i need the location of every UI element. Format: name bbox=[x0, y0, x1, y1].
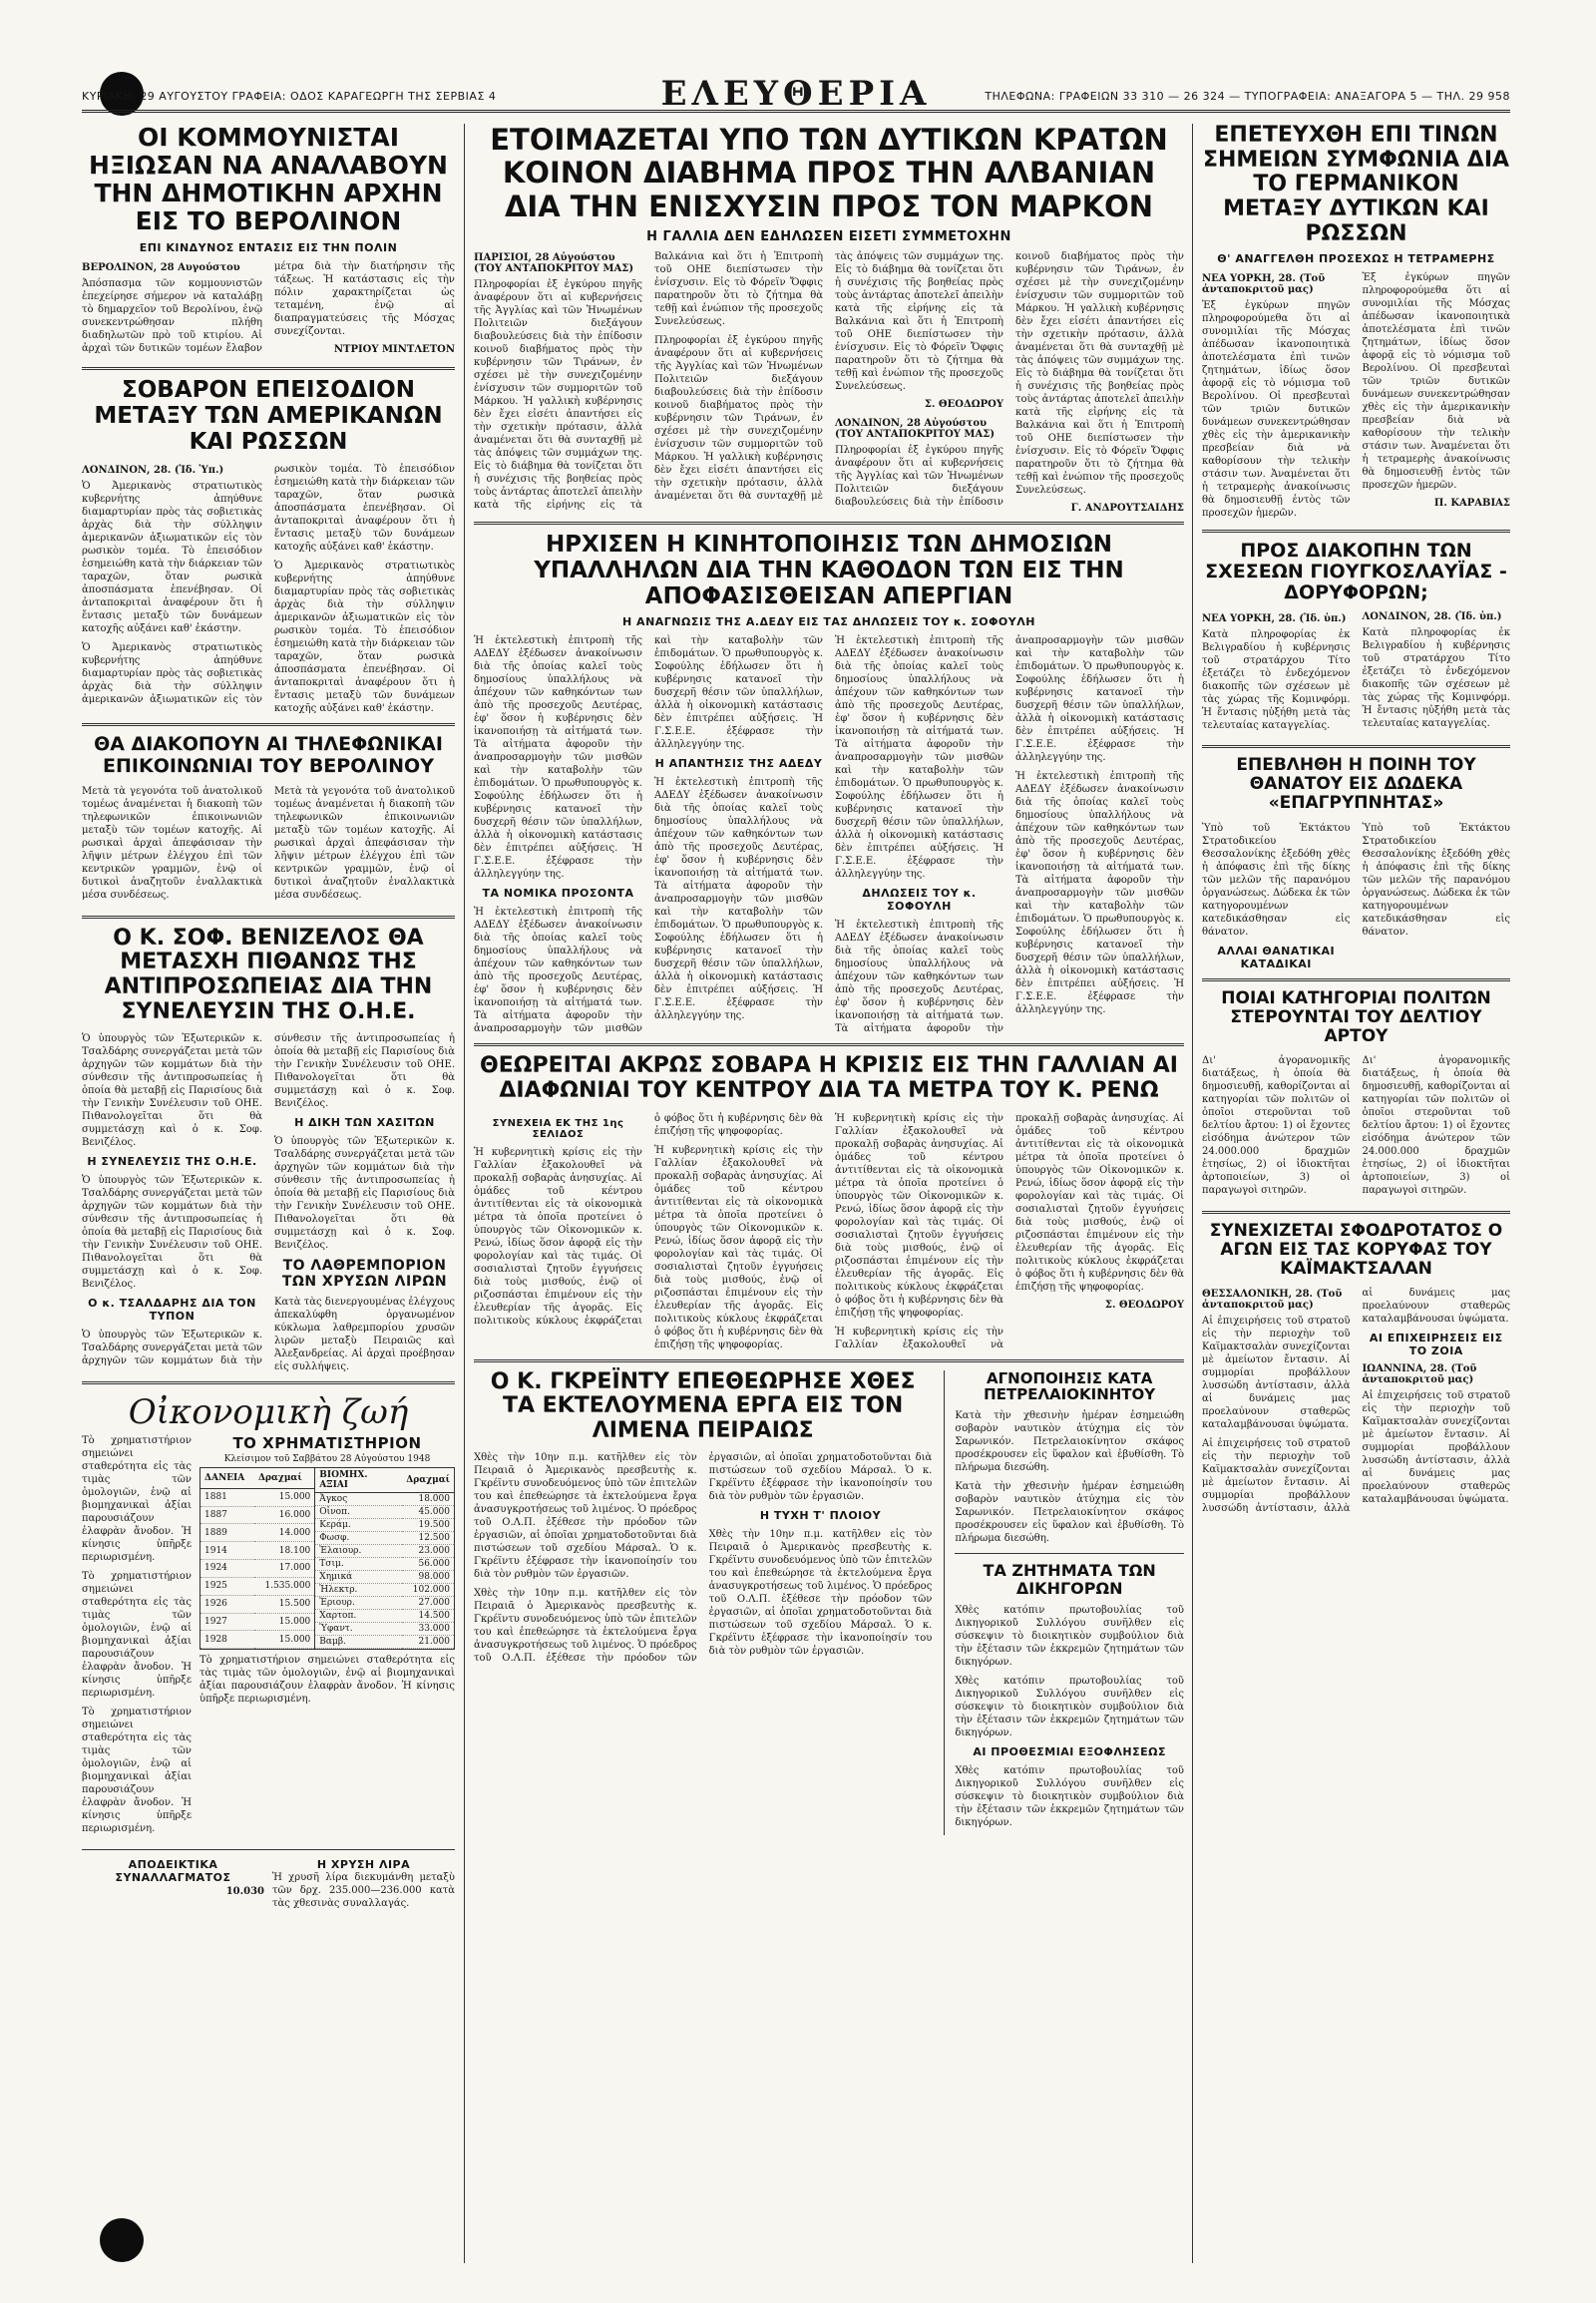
article-body: Ἡ κυβερνητικὴ κρίσις εἰς τὴν Γαλλίαν ἐξακολουθεῖ νὰ προκαλῇ σοβαρὰς ἀνησυχίας. Αἱ ὁμάδες τοῦ κέντρου ἀντιτίθενται εἰς τὰ οἰκονομικὰ μέτρα τὰ ὁποῖα προτείνει ὁ ὑπουργὸς τῶν Οἰκονομικῶν κ. Ρενώ, ἰδίως ὅσον ἀφορᾷ εἰς τὴν φορολογίαν καὶ τὰς τιμάς. Οἱ σοσιαλισταὶ ζητοῦν ἐγγυήσεις διὰ τοὺς μισθούς, ἐνῷ οἱ ριζοσπάσται ἐπιμένουν εἰς τὴν ἐλευθερίαν τῆς ἀγορᾶς. Εἰς πολιτικοὺς κύκλους ἐκφράζεται ὁ φόβος ὅτι ἡ κυβέρνησις δὲν θὰ ἐπιζήσῃ τῆς ψηφοφορίας. bbox=[835, 1112, 1184, 1350]
article-body: Ὁ ὑπουργὸς τῶν Ἐξωτερικῶν κ. Τσαλδάρης συνεργάζεται μετὰ τῶν ἀρχηγῶν τῶν κομμάτων διὰ τὴν σύνθεσιν τῆς ἀντιπροσωπείας ἡ ὁποία θὰ μεταβῇ εἰς Παρισίους διὰ τὴν Γενικὴν Συνέλευσιν τοῦ ΟΗΕ. Πιθανολογεῖται ὅτι θὰ συμμετάσχῃ καὶ ὁ κ. Σοφ. Βενιζέλος. bbox=[82, 1033, 262, 1149]
loan-row bbox=[200, 1488, 314, 1506]
headline-kaimaktsalan: ΣΥΝΕΧΙΖΕΤΑΙ ΣΦΟΔΡΟΤΑΤΟΣ Ο ΑΓΩΝ ΕΙΣ ΤΑΣ ΚΟΡΥΦΑΣ ΤΟΥ ΚΑΪΜΑΚΤΣΑΛΑΝ bbox=[1209, 1220, 1503, 1279]
article-body: Δι' ἀγορανομικῆς διατάξεως, ἡ ὁποία θὰ δημοσιευθῇ, καθορίζονται αἱ κατηγορίαι τῶν πολιτῶν οἱ ὁποῖοι στεροῦνται τοῦ δελτίου ἄρτου: 1) οἱ ἔχοντες εἰσόδημα ἀνώτερον τῶν 24.000.000 δραχμῶν ἐτησίως, 2) οἱ ἰδιοκτῆται ἀρτοποιείων, 3) οἱ παραγωγοὶ σιτηρῶν. bbox=[1362, 1054, 1510, 1196]
loan-cell: 1927 bbox=[200, 1613, 254, 1631]
masthead-left-info: ΚΥΡΙΑΚΗ, 29 ΑΥΓΟΥΣΤΟΥ ΓΡΑΦΕΙΑ: ΟΔΟΣ ΚΑΡΑΓΕΩΡΓΗ ΤΗΣ ΣΕΡΒΙΑΣ 4 bbox=[82, 90, 497, 103]
price-header: Δραχμαί bbox=[402, 1468, 454, 1493]
headline-france: ΘΕΩΡΕΙΤΑΙ ΑΚΡΩΣ ΣΟΒΑΡΑ Η ΚΡΙΣΙΣ ΕΙΣ ΤΗΝ ΓΑΛΛΙΑΝ ΑΙ ΔΙΑΦΩΝΙΑΙ ΤΟΥ ΚΕΝΤΡΟΥ ΔΙΑ ΤΑ ΜΕΤΡΑ ΤΟΥ Κ. ΡΕΝΩ bbox=[480, 1053, 1178, 1103]
article-body: Ἡ ἐκτελεστικὴ ἐπιτροπὴ τῆς ΑΔΕΔΥ ἐξέδωσεν ἀνακοίνωσιν διὰ τῆς ὁποίας καλεῖ τοὺς δημοσίους ὑπαλλήλους νὰ ἀπέχουν τῶν καθηκόντων των ἀπὸ τῆς προσεχοῦς Δευτέρας, ἐφ' ὅσον ἡ κυβέρνησις δὲν ἱκανοποιήσῃ τὰ αἰτήματά των. Τὰ αἰτήματα ἀφοροῦν τὴν ἀναπροσαρμογὴν τῶν μισθῶν καὶ τὴν καταβολὴν τῶν ἐπιδομάτων. Ὁ πρωθυπουργὸς κ. Σοφούλης ἐδήλωσεν ὅτι ἡ κυβέρνησις κατανοεῖ τὴν δυσχερῆ θέσιν τῶν ὑπαλλήλων, ἀλλὰ ἡ οἰκονομικὴ κατάστασις δὲν ἐπιτρέπει αὐξήσεις. Ἡ Γ.Σ.Ε.Ε. ἐξέφρασε τὴν ἀλληλεγγύην της. bbox=[654, 777, 823, 1022]
byline: Π. ΚΑΡΑΒΙΑΣ bbox=[1433, 498, 1510, 510]
article-body: Αἱ ἐπιχειρήσεις τοῦ στρατοῦ εἰς τὴν περιοχὴν τοῦ Καϊμακτσαλὰν συνεχίζονται μὲ ἀμείωτον ἔντασιν. Αἱ συμμορίαι προβάλλουν λυσσώδη ἀντίστασιν, ἀλλὰ αἱ δυνάμεις μας προελαύνουν σταθερῶς καταλαμβάνουσαι ὑψώματα. bbox=[1362, 1389, 1510, 1505]
loan-cell: 16.000 bbox=[254, 1506, 314, 1524]
subhead-strike: Η ΑΝΑΓΝΩΣΙΣ ΤΗΣ Α.ΔΕΔΥ ΕΙΣ ΤΑΣ ΔΗΛΩΣΕΙΣ ΤΟΥ κ. ΣΟΦΟΥΛΗ bbox=[622, 615, 1035, 629]
article-body: Χθὲς τὴν 10ην π.μ. κατῆλθεν εἰς τὸν Πειραιᾶ ὁ Ἀμερικανὸς πρεσβευτὴς κ. Γκρέϊντυ συνοδευόμενος ὑπὸ τῶν ἐπιτελῶν του καὶ ἐπεθεώρησε τὰ ἐκτελούμενα ἔργα ἀνασυγκροτήσεως τοῦ λιμένος. Ὁ πρόεδρος τοῦ Ο.Λ.Π. ἐξέθεσε τὴν πρόοδον τῶν ἐργασιῶν, αἱ ὁποῖαι χρηματοδοτοῦνται διὰ πιστώσεων τοῦ σχεδίου Μάρσαλ. Ὁ κ. Γκρέϊντυ ἐξέφρασε τὴν ἱκανοποίησίν του διὰ τὸν ρυθμὸν τῶν ἐργασιῶν. bbox=[474, 1452, 697, 1581]
share-cell: 45.000 bbox=[402, 1506, 454, 1519]
share-cell: Ἐλαιουρ. bbox=[315, 1545, 403, 1558]
article-body: Ἐξ ἐγκύρων πηγῶν πληροφορούμεθα ὅτι αἱ συνομιλίαι τῆς Μόσχας ἀπέδωσαν ἱκανοποιητικὰ ἀποτελέσματα ἐπὶ τινῶν ζητημάτων, ἰδίως ὅσον ἀφορᾷ εἰς τὸ νόμισμα τοῦ Βερολίνου. Οἱ πρεσβευταὶ τῶν τριῶν δυτικῶν δυνάμεων συνεκεντρώθησαν χθὲς εἰς τὴν ἀμερικανικὴν πρεσβείαν διὰ νὰ καθορίσουν τὴν τελικὴν στάσιν των. Ἀναμένεται ὅτι ἡ τετραμερὴς ἀνακοίνωσις θὰ δημοσιευθῇ ἐντὸς τῶν προσεχῶν ἡμερῶν. bbox=[1202, 300, 1351, 520]
right-column bbox=[1202, 124, 1510, 2263]
article-body: Ἡ ἐκτελεστικὴ ἐπιτροπὴ τῆς ΑΔΕΔΥ ἐξέδωσεν ἀνακοίνωσιν διὰ τῆς ὁποίας καλεῖ τοὺς δημοσίους ὑπαλλήλους νὰ ἀπέχουν τῶν καθηκόντων των ἀπὸ τῆς προσεχοῦς Δευτέρας, ἐφ' ὅσον ἡ κυβέρνησις δὲν ἱκανοποιήσῃ τὰ αἰτήματά των. Τὰ αἰτήματα ἀφοροῦν τὴν ἀναπροσαρμογὴν τῶν μισθῶν καὶ τὴν καταβολὴν τῶν ἐπιδομάτων. Ὁ πρωθυπουργὸς κ. Σοφούλης ἐδήλωσεν ὅτι ἡ κυβέρνησις κατανοεῖ τὴν δυσχερῆ θέσιν τῶν ὑπαλλήλων, ἀλλὰ ἡ οἰκονομικὴ κατάστασις δὲν ἐπιτρέπει αὐξήσεις. Ἡ Γ.Σ.Ε.Ε. ἐξέφρασε τὴν ἀλληλεγγύην της. bbox=[1015, 771, 1184, 1016]
article-body: Χθὲς τὴν 10ην π.μ. κατῆλθεν εἰς τὸν Πειραιᾶ ὁ Ἀμερικανὸς πρεσβευτὴς κ. Γκρέϊντυ συνοδευόμενος ὑπὸ τῶν ἐπιτελῶν του καὶ ἐπεθεώρησε τὰ ἐκτελούμενα ἔργα ἀνασυγκροτήσεως τοῦ λιμένος. Ὁ πρόεδρος τοῦ Ο.Λ.Π. ἐξέθεσε τὴν πρόοδον τῶν ἐργασιῶν, αἱ ὁποῖαι χρηματοδοτοῦνται διὰ πιστώσεων τοῦ σχεδίου Μάρσαλ. Ὁ κ. Γκρέϊντυ ἐξέφρασε τὴν ἱκανοποίησίν του διὰ τὸν ρυθμὸν τῶν ἐργασιῶν. bbox=[708, 1529, 933, 1658]
share-cell: Ἐριουρ. bbox=[315, 1597, 403, 1610]
article-body: Ἡ ἐκτελεστικὴ ἐπιτροπὴ τῆς ΑΔΕΔΥ ἐξέδωσεν ἀνακοίνωσιν διὰ τῆς ὁποίας καλεῖ τοὺς δημοσίους ὑπαλλήλους νὰ ἀπέχουν τῶν καθηκόντων των ἀπὸ τῆς προσεχοῦς Δευτέρας, ἐφ' ὅσον ἡ κυβέρνησις δὲν ἱκανοποιήσῃ τὰ αἰτήματά των. Τὰ αἰτήματα ἀφοροῦν τὴν ἀναπροσαρμογὴν τῶν μισθῶν καὶ τὴν καταβολὴν τῶν ἐπιδομάτων. Ὁ πρωθυπουργὸς κ. Σοφούλης ἐδήλωσεν ὅτι ἡ κυβέρνησις κατανοεῖ τὴν δυσχερῆ θέσιν τῶν ὑπαλλήλων, ἀλλὰ ἡ οἰκονομικὴ κατάστασις δὲν ἐπιτρέπει αὐξήσεις. Ἡ Γ.Σ.Ε.Ε. ἐξέφρασε τὴν ἀλληλεγγύην της. bbox=[474, 635, 823, 1035]
headline-lawyers: ΤΑ ΖΗΤΗΜΑΤΑ ΤΩΝ ΔΙΚΗΓΟΡΩΝ bbox=[983, 1561, 1156, 1599]
headline-petrol: ΑΓΝΟΠΟΙΗΣΙΣ ΚΑΤΑ ΠΕΤΡΕΛΑΙΟΚΙΝΗΤΟΥ bbox=[984, 1368, 1156, 1404]
share-row bbox=[315, 1636, 454, 1649]
subhead-albania: Η ΓΑΛΛΙΑ ΔΕΝ ΕΔΗΛΩΣΕΝ ΕΙΣΕΤΙ ΣΥΜΜΕΤΟΧΗΝ bbox=[646, 229, 1011, 245]
loan-row bbox=[200, 1506, 314, 1524]
article-body: Κατὰ πληροφορίας ἐκ Βελιγραδίου ἡ κυβέρνησις τοῦ στρατάρχου Τίτο ἐξετάζει τὸ ἐνδεχόμενον διακοπῆς τῶν σχέσεων μὲ τὰς χώρας τῆς Κομινφόρμ. Ἡ ἔντασις ηὐξήθη μετὰ τὰς τελευταίας καταγγελίας. bbox=[1202, 629, 1351, 732]
column-rule bbox=[1192, 124, 1193, 2263]
article-body: Δι' ἀγορανομικῆς διατάξεως, ἡ ὁποία θὰ δημοσιευθῇ, καθορίζονται αἱ κατηγορίαι τῶν πολιτῶν οἱ ὁποῖοι στεροῦνται τοῦ δελτίου ἄρτου: 1) οἱ ἔχοντες εἰσόδημα ἀνώτερον τῶν 24.000.000 δραχμῶν ἐτησίως, 2) οἱ ἰδιοκτῆται ἀρτοποιείων, 3) οἱ παραγωγοὶ σιτηρῶν. bbox=[1202, 1054, 1351, 1196]
loan-row bbox=[200, 1613, 314, 1631]
byline: ΝΤΡΙΟΥ ΜΙΝΤΛΕΤΟΝ bbox=[333, 344, 455, 355]
share-cell: 98.000 bbox=[402, 1571, 454, 1584]
headline-yugoslavia: ΠΡΟΣ ΔΙΑΚΟΠΗΝ ΤΩΝ ΣΧΕΣΕΩΝ ΓΙΟΥΓΚΟΣΛΑΥΪΑΣ - ΔΟΡΥΦΟΡΩΝ; bbox=[1205, 539, 1507, 604]
article-body: Χθὲς κατόπιν πρωτοβουλίας τοῦ Δικηγορικοῦ Συλλόγου συνῆλθεν εἰς σύσκεψιν τὸ διοικητικὸν συμβούλιον διὰ τὴν ἐξέτασιν τῶν ἐκκρεμῶν ζητημάτων τῶν δικηγόρων. bbox=[955, 1604, 1184, 1668]
dateline: ΛΟΝΔΙΝΟΝ, 28. (Ἰδ. ὑπ.) bbox=[1362, 611, 1502, 623]
article-body: Ὁ Ἀμερικανὸς στρατιωτικὸς κυβερνήτης ἀπηύθυνε διαμαρτυρίαν πρὸς τὰς σοβιετικὰς ἀρχὰς διὰ τὴν σύλληψιν ἀμερικανῶν ἀξιωματικῶν εἰς τὸν ρωσικὸν τομέα. Τὸ ἐπεισόδιον ἐσημειώθη κατὰ τὴν διάρκειαν τῶν ταραχῶν, ὅταν ρωσικὰ ἀποσπάσματα ἐπενέβησαν. Οἱ ἀνταποκριταὶ ἀναφέρουν ὅτι ἡ ἔντασις μεταξὺ τῶν δυνάμεων κατοχῆς αὐξάνει καθ' ἑκάστην. bbox=[82, 464, 455, 706]
article-body: Κατὰ τὴν χθεσινὴν ἡμέραν ἐσημειώθη σοβαρὸν ναυτικὸν ἀτύχημα εἰς τὸν Σαρωνικόν. Πετρελαιοκίνητον σκάφος προσέκρουσεν εἰς ὕφαλον καὶ ἐβυθίσθη. Τὸ πλήρωμα διεσώθη. bbox=[955, 1481, 1184, 1545]
headline-albania: ΕΤΟΙΜΑΖΕΤΑΙ ΥΠΟ ΤΩΝ ΔΥΤΙΚΩΝ ΚΡΑΤΩΝ ΚΟΙΝΟΝ ΔΙΑΒΗΜΑ ΠΡΟΣ ΤΗΝ ΑΛΒΑΝΙΑΝ ΔΙΑ ΤΗΝ ΕΝΙΣΧΥΣΙΝ ΠΡΟΣ ΤΟΝ ΜΑΡΚΟΝ bbox=[490, 123, 1168, 223]
dateline: ΙΩΑΝΝΙΝΑ, 28. (Τοῦ ἀνταποκριτοῦ μας) bbox=[1362, 1362, 1477, 1385]
byline: Σ. ΘΕΟΔΩΡΟΥ bbox=[1104, 1299, 1184, 1311]
article-body: Κατὰ πληροφορίας ἐκ Βελιγραδίου ἡ κυβέρνησις τοῦ στρατάρχου Τίτο ἐξετάζει τὸ ἐνδεχόμενον διακοπῆς τῶν σχέσεων μὲ τὰς χώρας τῆς Κομινφόρμ. Ἡ ἔντασις ηὐξήθη μετὰ τὰς τελευταίας καταγγελίας. bbox=[1362, 627, 1510, 730]
share-cell: Χημικά bbox=[315, 1571, 403, 1584]
loan-cell: 1928 bbox=[200, 1631, 254, 1649]
article-body: Ὁ ὑπουργὸς τῶν Ἐξωτερικῶν κ. Τσαλδάρης συνεργάζεται μετὰ τῶν ἀρχηγῶν τῶν κομμάτων διὰ τὴν σύνθεσιν τῆς ἀντιπροσωπείας ἡ ὁποία θὰ μεταβῇ εἰς Παρισίους διὰ τὴν Γενικὴν Συνέλευσιν τοῦ ΟΗΕ. Πιθανολογεῖται ὅτι θὰ συμμετάσχῃ καὶ ὁ κ. Σοφ. Βενιζέλος. bbox=[274, 1136, 455, 1252]
article-body: Ἡ ἐκτελεστικὴ ἐπιτροπὴ τῆς ΑΔΕΔΥ ἐξέδωσεν ἀνακοίνωσιν διὰ τῆς ὁποίας καλεῖ τοὺς δημοσίους ὑπαλλήλους νὰ ἀπέχουν τῶν καθηκόντων των ἀπὸ τῆς προσεχοῦς Δευτέρας, ἐφ' ὅσον ἡ κυβέρνησις δὲν ἱκανοποιήσῃ τὰ αἰτήματά των. Τὰ αἰτήματα ἀφοροῦν τὴν ἀναπροσαρμογὴν τῶν μισθῶν καὶ τὴν καταβολὴν τῶν ἐπιδομάτων. Ὁ πρωθυπουργὸς κ. Σοφούλης ἐδήλωσεν ὅτι ἡ κυβέρνησις κατανοεῖ τὴν δυσχερῆ θέσιν τῶν ὑπαλλήλων, ἀλλὰ ἡ οἰκονομικὴ κατάστασις δὲν ἐπιτρέπει αὐξήσεις. Ἡ Γ.Σ.Ε.Ε. ἐξέφρασε τὴν ἀλληλεγγύην της. bbox=[474, 635, 642, 881]
left-column bbox=[82, 124, 455, 2263]
loan-cell: 15.000 bbox=[254, 1631, 314, 1649]
subhead: Η ΔΙΚΗ ΤΩΝ ΧΑΣΙΤΩΝ bbox=[294, 1116, 435, 1130]
dateline: ΝΕΑ ΥΟΡΚΗ, 28. (Ἰδ. ὑπ.) bbox=[1202, 613, 1347, 625]
loan-row bbox=[200, 1524, 314, 1542]
share-cell: Χαρτοπ. bbox=[315, 1610, 403, 1623]
byline: Σ. ΘΕΟΔΩΡΟΥ bbox=[924, 399, 1003, 411]
economy-body: Τὸ χρηματιστήριον σημειώνει σταθερότητα εἰς τὰς τιμὰς τῶν ὁμολογιῶν, ἐνῷ αἱ βιομηχανικαὶ ἀξίαι παρουσιάζουν ἐλαφρὰν ἄνοδον. Ἡ κίνησις ὑπῆρξε περιωρισμένη. bbox=[200, 1655, 455, 1706]
loan-cell: 1914 bbox=[200, 1542, 254, 1560]
share-row bbox=[315, 1493, 454, 1506]
headline-germany: ΕΠΕΤΕΥΧΘΗ ΕΠΙ ΤΙΝΩΝ ΣΗΜΕΙΩΝ ΣΥΜΦΩΝΙΑ ΔΙΑ ΤΟ ΓΕΡΜΑΝΙΚΟΝ ΜΕΤΑΞΥ ΔΥΤΙΚΩΝ ΚΑΙ ΡΩΣΣΩΝ bbox=[1202, 123, 1510, 246]
headline-gold: ΤΟ ΛΑΘΡΕΜΠΟΡΙΟΝ ΤΩΝ ΧΡΥΣΩΝ ΛΙΡΩΝ bbox=[281, 1258, 448, 1291]
loan-row bbox=[200, 1595, 314, 1613]
share-cell: Κεράμ. bbox=[315, 1519, 403, 1532]
headline-incident: ΣΟΒΑΡΟΝ ΕΠΕΙΣΟΔΙΟΝ ΜΕΤΑΞΥ ΤΩΝ ΑΜΕΡΙΚΑΝΩΝ ΚΑΙ ΡΩΣΣΩΝ bbox=[94, 377, 443, 455]
subhead: Η ΤΥΧΗ Τ' ΠΛΟΙΟΥ bbox=[759, 1509, 882, 1523]
headline-strike: ΗΡΧΙΣΕΝ Η ΚΙΝΗΤΟΠΟΙΗΣΙΣ ΤΩΝ ΔΗΜΟΣΙΩΝ ΥΠΑΛΛΗΛΩΝ ΔΙΑ ΤΗΝ ΚΑΘΟΔΟΝ ΤΩΝ ΕΙΣ ΤΗΝ ΑΠΟΦΑΣΙΣΘΕΙΣΑΝ ΑΠΕΡΓΙΑΝ bbox=[534, 532, 1124, 609]
loan-cell: 1925 bbox=[200, 1577, 254, 1595]
loan-cell: 1924 bbox=[200, 1560, 254, 1578]
share-cell: 21.000 bbox=[402, 1636, 454, 1649]
dateline: ΠΑΡΙΣΙΟΙ, 28 Αὐγούστου (ΤΟΥ ΑΝΤΑΠΟΚΡΙΤΟΥ ΜΑΣ) bbox=[474, 252, 634, 275]
newspaper-title: ΕΛΕΥΘΕΡΙΑ bbox=[660, 74, 932, 114]
article-body: Ἡ κυβερνητικὴ κρίσις εἰς τὴν Γαλλίαν ἐξακολουθεῖ νὰ προκαλῇ σοβαρὰς ἀνησυχίας. Αἱ ὁμάδες τοῦ κέντρου ἀντιτίθενται εἰς τὰ οἰκονομικὰ μέτρα τὰ ὁποῖα προτείνει ὁ ὑπουργὸς τῶν Οἰκονομικῶν κ. Ρενώ, ἰδίως ὅσον ἀφορᾷ εἰς τὴν φορολογίαν καὶ τὰς τιμάς. Οἱ σοσιαλισταὶ ζητοῦν ἐγγυήσεις διὰ τοὺς μισθούς, ἐνῷ οἱ ριζοσπάσται ἐπιμένουν εἰς τὴν ἐλευθερίαν τῆς ἀγορᾶς. Εἰς πολιτικοὺς κύκλους ἐκφράζεται ὁ φόβος ὅτι ἡ κυβέρνησις δὲν θὰ ἐπιζήσῃ τῆς ψηφοφορίας. bbox=[835, 1112, 1003, 1319]
subhead: Η ΑΠΑΝΤΗΣΙΣ ΤΗΣ ΑΔΕΔΥ bbox=[654, 757, 823, 771]
article-body: Ἐξ ἐγκύρων πηγῶν πληροφορούμεθα ὅτι αἱ συνομιλίαι τῆς Μόσχας ἀπέδωσαν ἱκανοποιητικὰ ἀποτελέσματα ἐπὶ τινῶν ζητημάτων, ἰδίως ὅσον ἀφορᾷ εἰς τὸ νόμισμα τοῦ Βερολίνου. Οἱ πρεσβευταὶ τῶν τριῶν δυτικῶν δυνάμεων συνεκεντρώθησαν χθὲς εἰς τὴν ἀμερικανικὴν πρεσβείαν διὰ νὰ καθορίσουν τὴν τελικὴν στάσιν των. Ἀναμένεται ὅτι ἡ τετραμερὴς ἀνακοίνωσις θὰ δημοσιευθῇ ἐντὸς τῶν προσεχῶν ἡμερῶν. bbox=[1362, 272, 1510, 492]
share-row bbox=[315, 1532, 454, 1545]
share-cell: Ὑφαντ. bbox=[315, 1623, 403, 1636]
article-body: Χθὲς κατόπιν πρωτοβουλίας τοῦ Δικηγορικοῦ Συλλόγου συνῆλθεν εἰς σύσκεψιν τὸ διοικητικὸν συμβούλιον διὰ τὴν ἐξέτασιν τῶν ἐκκρεμῶν ζητημάτων τῶν δικηγόρων. bbox=[955, 1764, 1184, 1828]
share-cell: Φωσφ. bbox=[315, 1532, 403, 1545]
share-row bbox=[315, 1597, 454, 1610]
continued-note: ΣΥΝΕΧΕΙΑ ΕΚ ΤΗΣ 1ης ΣΕΛΙΔΟΣ bbox=[492, 1117, 624, 1140]
loan-cell: 1926 bbox=[200, 1595, 254, 1613]
share-cell: Ἀγκος bbox=[315, 1493, 403, 1506]
loan-cell: 15.000 bbox=[254, 1613, 314, 1631]
share-row bbox=[315, 1519, 454, 1532]
dateline: ΒΕΡΟΛΙΝΟΝ, 28 Αυγούστου bbox=[82, 262, 240, 273]
article-body: Κατὰ τὴν χθεσινὴν ἡμέραν ἐσημειώθη σοβαρὸν ναυτικὸν ἀτύχημα εἰς τὸν Σαρωνικόν. Πετρελαιοκίνητον σκάφος προσέκρουσεν εἰς ὕφαλον καὶ ἐβυθίσθη. Τὸ πλήρωμα διεσώθη. bbox=[955, 1410, 1184, 1474]
byline: Γ. ΑΝΔΡΟΥΤΣΑΙΔΗΣ bbox=[1070, 503, 1184, 515]
subhead: Ο κ. ΤΣΑΛΔΑΡΗΣ ΔΙΑ ΤΟΝ ΤΥΠΟΝ bbox=[88, 1297, 256, 1324]
loan-cell: 1889 bbox=[200, 1524, 254, 1542]
price-header: Δραχμαί bbox=[254, 1468, 314, 1488]
economy-body: Τὸ χρηματιστήριον σημειώνει σταθερότητα εἰς τὰς τιμὰς τῶν ὁμολογιῶν, ἐνῷ αἱ βιομηχανικαὶ ἀξίαι παρουσιάζουν ἐλαφρὰν ἄνοδον. Ἡ κίνησις ὑπῆρξε περιωρισμένη. bbox=[82, 1435, 192, 1564]
share-cell: 102.000 bbox=[402, 1584, 454, 1597]
loan-row bbox=[200, 1631, 314, 1649]
loan-cell: 18.100 bbox=[254, 1542, 314, 1560]
economy-section-title: Οἰκονομικὴ ζωή bbox=[128, 1392, 409, 1433]
loan-cell: 15.500 bbox=[254, 1595, 314, 1613]
article-body: Ὑπὸ τοῦ Ἐκτάκτου Στρατοδικείου Θεσσαλονίκης ἐξεδόθη χθὲς ἡ ἀπόφασις ἐπὶ τῆς δίκης τῶν μελῶν τῆς παρανόμου ὀργανώσεως. Δώδεκα ἐκ τῶν κατηγορουμένων κατεδικάσθησαν εἰς θάνατον. bbox=[1202, 822, 1351, 938]
article-body: Ὑπὸ τοῦ Ἐκτάκτου Στρατοδικείου Θεσσαλονίκης ἐξεδόθη χθὲς ἡ ἀπόφασις ἐπὶ τῆς δίκης τῶν μελῶν τῆς παρανόμου ὀργανώσεως. Δώδεκα ἐκ τῶν κατηγορουμένων κατεδικάσθησαν εἰς θάνατον. bbox=[1362, 822, 1510, 938]
article-body: Χθὲς κατόπιν πρωτοβουλίας τοῦ Δικηγορικοῦ Συλλόγου συνῆλθεν εἰς σύσκεψιν τὸ διοικητικὸν συμβούλιον διὰ τὴν ἐξέτασιν τῶν ἐκκρεμῶν ζητημάτων τῶν δικηγόρων. bbox=[955, 1675, 1184, 1738]
masthead-right-info: ΤΗΛΕΦΩΝΑ: ΓΡΑΦΕΙΩΝ 33 310 — 26 324 — ΤΥΠΟΓΡΑΦΕΙΑ: ΑΝΑΞΑΓΟΡΑ 5 — ΤΗΛ. 29 958 bbox=[985, 90, 1510, 103]
headline-berlin: ΟΙ ΚΟΜΜΟΥΝΙΣΤΑΙ ΗΞΙΩΣΑΝ ΝΑ ΑΝΑΛΑΒΟΥΝ ΤΗΝ ΔΗΜΟΤΙΚΗΝ ΑΡΧΗΝ ΕΙΣ ΤΟ ΒΕΡΟΛΙΝΟΝ bbox=[89, 123, 448, 235]
share-row bbox=[315, 1623, 454, 1636]
headline-bread: ΠΟΙΑΙ ΚΑΤΗΓΟΡΙΑΙ ΠΟΛΙΤΩΝ ΣΤΕΡΟΥΝΤΑΙ ΤΟΥ ΔΕΛΤΙΟΥ ΑΡΤΟΥ bbox=[1221, 987, 1491, 1046]
subhead-germany: Θ' ΑΝΑΓΓΕΛΘΗ ΠΡΟΣΕΧΩΣ Η ΤΕΤΡΑΜΕΡΗΣ bbox=[1217, 252, 1495, 266]
loan-row bbox=[200, 1542, 314, 1560]
center-column bbox=[474, 124, 1184, 2263]
article-body: Ἀπόσπασμα τῶν κομμουνιστῶν ἐπεχείρησε σήμερον νὰ καταλάβῃ τὸ δημαρχεῖον τοῦ Βερολίνου, ἐνῷ συνεκεντρώθησαν πλήθη διαδηλωτῶν πρὸ τοῦ κτιρίου. Αἱ ἀρχαὶ τῶν δυτικῶν τομέων ἔλαβον μέτρα διὰ τὴν διατήρησιν τῆς τάξεως. Ἡ κατάστασις εἰς τὴν πόλιν χαρακτηρίζεται ὡς τεταμένη, ἐνῷ αἱ διαπραγματεύσεις τῆς Μόσχας συνεχίζονται. bbox=[82, 261, 455, 354]
gold-sovereign-body: Ἡ χρυσῆ λίρα διεκυμάνθη μεταξὺ τῶν δρχ. 235.000—236.000 κατὰ τὰς χθεσινὰς συναλλαγάς. bbox=[272, 1872, 455, 1910]
masthead bbox=[82, 74, 1510, 114]
loans-header: ΔΑΝΕΙΑ bbox=[200, 1468, 254, 1488]
loan-cell: 1887 bbox=[200, 1506, 254, 1524]
share-row bbox=[315, 1584, 454, 1597]
article-body: Αἱ ἐπιχειρήσεις τοῦ στρατοῦ εἰς τὴν περιοχὴν τοῦ Καϊμακτσαλὰν συνεχίζονται μὲ ἀμείωτον ἔντασιν. Αἱ συμμορίαι προβάλλουν λυσσώδη ἀντίστασιν, ἀλλὰ αἱ δυνάμεις μας προελαύνουν σταθερῶς καταλαμβάνουσαι ὑψώματα. bbox=[1202, 1287, 1510, 1514]
shares-header: ΒΙΟΜΗΧ. ΑΞΙΑΙ bbox=[315, 1468, 403, 1493]
article-body: Χθὲς τὴν 10ην π.μ. κατῆλθεν εἰς τὸν Πειραιᾶ ὁ Ἀμερικανὸς πρεσβευτὴς κ. Γκρέϊντυ συνοδευόμενος ὑπὸ τῶν ἐπιτελῶν του καὶ ἐπεθεώρησε τὰ ἐκτελούμενα ἔργα ἀνασυγκροτήσεως τοῦ λιμένος. Ὁ πρόεδρος τοῦ Ο.Λ.Π. ἐξέθεσε τὴν πρόοδον τῶν ἐργασιῶν, αἱ ὁποῖαι χρηματοδοτοῦνται διὰ πιστώσεων τοῦ σχεδίου Μάρσαλ. Ὁ κ. Γκρέϊντυ ἐξέφρασε τὴν ἱκανοποίησίν του διὰ τὸν ρυθμὸν τῶν ἐργασιῶν. bbox=[474, 1452, 933, 1665]
article-body: Ἡ κυβερνητικὴ κρίσις εἰς τὴν Γαλλίαν ἐξακολουθεῖ νὰ προκαλῇ σοβαρὰς ἀνησυχίας. Αἱ ὁμάδες τοῦ κέντρου ἀντιτίθενται εἰς τὰ οἰκονομικὰ μέτρα τὰ ὁποῖα προτείνει ὁ ὑπουργὸς τῶν Οἰκονομικῶν κ. Ρενώ, ἰδίως ὅσον ἀφορᾷ εἰς τὴν φορολογίαν καὶ τὰς τιμάς. Οἱ σοσιαλισταὶ ζητοῦν ἐγγυήσεις διὰ τοὺς μισθούς, ἐνῷ οἱ ριζοσπάσται ἐπιμένουν εἰς τὴν ἐλευθερίαν τῆς ἀγορᾶς. Εἰς πολιτικοὺς κύκλους ἐκφράζεται ὁ φόβος ὅτι ἡ κυβέρνησις δὲν θὰ ἐπιζήσῃ τῆς ψηφοφορίας. bbox=[654, 1144, 823, 1350]
exchange-value: 10.030 bbox=[225, 1886, 264, 1898]
subhead: ΑΙ ΠΡΟΘΕΣΜΙΑΙ ΕΞΟΦΛΗΣΕΩΣ bbox=[973, 1744, 1167, 1758]
subhead-berlin: ΕΠΙ ΚΙΝΔΥΝΟΣ ΕΝΤΑΣΙΣ ΕΙΣ ΤΗΝ ΠΟΛΙΝ bbox=[139, 241, 398, 254]
article-body: Πληροφορίαι ἐξ ἐγκύρου πηγῆς ἀναφέρουν ὅτι αἱ κυβερνήσεις τῆς Ἀγγλίας καὶ τῶν Ἡνωμένων Πολιτειῶν διεξάγουν διαβουλεύσεις διὰ τὴν ἐπίδοσιν κοινοῦ διαβήματος πρὸς τὴν κυβέρνησιν τῶν Τιράνων, ἐν σχέσει μὲ τὴν συνεχιζομένην ἐνίσχυσιν τῶν συμμοριτῶν τοῦ Μάρκου. Ἡ γαλλικὴ κυβέρνησις δὲν ἔχει εἰσέτι ἀπαντήσει εἰς τὴν σχετικὴν πρότασιν, ἀλλὰ ἀναμένεται ὅτι θὰ συνταχθῇ μὲ τὰς ἀπόψεις τῶν συμμάχων της. Εἰς τὸ διάβημα θὰ τονίζεται ὅτι ἡ συνέχισις τῆς βοηθείας πρὸς τοὺς ἀντάρτας ἀποτελεῖ ἀπειλὴν κατὰ τῆς εἰρήνης εἰς τὰ Βαλκάνια καὶ ὅτι ἡ Ἐπιτροπὴ τοῦ ΟΗΕ διεπίστωσεν τὴν ἐνίσχυσιν. Εἰς τὸ Φόρεϊν Ὄφφις παρατηροῦν ὅτι τὸ ζήτημα θὰ τεθῇ καὶ ἐνώπιον τῆς προσεχοῦς Συνελεύσεως. bbox=[835, 251, 1184, 509]
article-body: Ἡ κυβερνητικὴ κρίσις εἰς τὴν Γαλλίαν ἐξακολουθεῖ νὰ προκαλῇ σοβαρὰς ἀνησυχίας. Αἱ ὁμάδες τοῦ κέντρου ἀντιτίθενται εἰς τὰ οἰκονομικὰ μέτρα τὰ ὁποῖα προτείνει ὁ ὑπουργὸς τῶν Οἰκονομικῶν κ. Ρενώ, ἰδίως ὅσον ἀφορᾷ εἰς τὴν φορολογίαν καὶ τὰς τιμάς. Οἱ σοσιαλισταὶ ζητοῦν ἐγγυήσεις διὰ τοὺς μισθούς, ἐνῷ οἱ ριζοσπάσται ἐπιμένουν εἰς τὴν ἐλευθερίαν τῆς ἀγορᾶς. Εἰς πολιτικοὺς κύκλους ἐκφράζεται ὁ φόβος ὅτι ἡ κυβέρνησις δὲν θὰ ἐπιζήσῃ τῆς ψηφοφορίας. bbox=[474, 1112, 823, 1327]
article-body: Πληροφορίαι ἐξ ἐγκύρου πηγῆς ἀναφέρουν ὅτι αἱ κυβερνήσεις τῆς Ἀγγλίας καὶ τῶν Ἡνωμένων Πολιτειῶν διεξάγουν διαβουλεύσεις διὰ τὴν ἐπίδοσιν κοινοῦ διαβήματος πρὸς τὴν κυβέρνησιν τῶν Τιράνων, ἐν σχέσει μὲ τὴν συνεχιζομένην ἐνίσχυσιν τῶν συμμοριτῶν τοῦ Μάρκου. Ἡ γαλλικὴ κυβέρνησις δὲν ἔχει εἰσέτι ἀπαντήσει εἰς τὴν σχετικὴν πρότασιν, ἀλλὰ ἀναμένεται ὅτι θὰ συνταχθῇ μὲ τὰς ἀπόψεις τῶν συμμάχων της. Εἰς τὸ διάβημα θὰ τονίζεται ὅτι ἡ συνέχισις τῆς βοηθείας πρὸς τοὺς ἀντάρτας ἀποτελεῖ ἀπειλὴν κατὰ τῆς εἰρήνης εἰς τὰ Βαλκάνια καὶ ὅτι ἡ Ἐπιτροπὴ τοῦ ΟΗΕ διεπίστωσεν τὴν ἐνίσχυσιν. Εἰς τὸ Φόρεϊν Ὄφφις παρατηροῦν ὅτι τὸ ζήτημα θὰ τεθῇ καὶ ἐνώπιον τῆς προσεχοῦς Συνελεύσεως. bbox=[654, 251, 1003, 503]
loan-row bbox=[200, 1560, 314, 1578]
share-cell: 19.500 bbox=[402, 1519, 454, 1532]
share-cell: Οἰνοπ. bbox=[315, 1506, 403, 1519]
share-row bbox=[315, 1545, 454, 1558]
subhead: ΑΛΛΑΙ ΘΑΝΑΤΙΚΑΙ ΚΑΤΑΔΙΚΑΙ bbox=[1217, 944, 1336, 970]
article-body: Ὁ ὑπουργὸς τῶν Ἐξωτερικῶν κ. Τσαλδάρης συνεργάζεται μετὰ τῶν ἀρχηγῶν τῶν κομμάτων διὰ τὴν σύνθεσιν τῆς ἀντιπροσωπείας ἡ ὁποία θὰ μεταβῇ εἰς Παρισίους διὰ τὴν Γενικὴν Συνέλευσιν τοῦ ΟΗΕ. Πιθανολογεῖται ὅτι θὰ συμμετάσχῃ καὶ ὁ κ. Σοφ. Βενιζέλος. bbox=[82, 1175, 262, 1291]
share-cell: Βαμβ. bbox=[315, 1636, 403, 1649]
headline-grady: Ο Κ. ΓΚΡΕΪΝΤΥ ΕΠΕΘΕΩΡΗΣΕ ΧΘΕΣ ΤΑ ΕΚΤΕΛΟΥΜΕΝΑ ΕΡΓΑ ΕΙΣ ΤΟΝ ΛΙΜΕΝΑ ΠΕΙΡΑΙΩΣ bbox=[490, 1368, 916, 1443]
dateline: ΛΟΝΔΙΝΟΝ, 28. (Ἰδ. Ὑπ.) bbox=[82, 465, 224, 477]
share-row bbox=[315, 1558, 454, 1571]
dateline: ΘΕΣΣΑΛΟΝΙΚΗ, 28. (Τοῦ ἀνταποκριτοῦ μας) bbox=[1202, 1288, 1343, 1311]
share-cell: 14.500 bbox=[402, 1610, 454, 1623]
article-body: Ἡ ἐκτελεστικὴ ἐπιτροπὴ τῆς ΑΔΕΔΥ ἐξέδωσεν ἀνακοίνωσιν διὰ τῆς ὁποίας καλεῖ τοὺς δημοσίους ὑπαλλήλους νὰ ἀπέχουν τῶν καθηκόντων των ἀπὸ τῆς προσεχοῦς Δευτέρας, ἐφ' ὅσον ἡ κυβέρνησις δὲν ἱκανοποιήσῃ τὰ αἰτήματά των. Τὰ αἰτήματα ἀφοροῦν τὴν ἀναπροσαρμογὴν τῶν μισθῶν καὶ τὴν καταβολὴν τῶν ἐπιδομάτων. Ὁ πρωθυπουργὸς κ. Σοφούλης ἐδήλωσεν ὅτι ἡ κυβέρνησις κατανοεῖ τὴν δυσχερῆ θέσιν τῶν ὑπαλλήλων, ἀλλὰ ἡ οἰκονομικὴ κατάστασις δὲν ἐπιτρέπει αὐξήσεις. Ἡ Γ.Σ.Ε.Ε. ἐξέφρασε τὴν ἀλληλεγγύην της. bbox=[835, 635, 1184, 1035]
article-body: Πληροφορίαι ἐξ ἐγκύρου πηγῆς ἀναφέρουν ὅτι αἱ κυβερνήσεις τῆς Ἀγγλίας καὶ τῶν Ἡνωμένων Πολιτειῶν διεξάγουν διαβουλεύσεις διὰ τὴν ἐπίδοσιν κοινοῦ διαβήματος πρὸς τὴν κυβέρνησιν τῶν Τιράνων, ἐν σχέσει μὲ τὴν συνεχιζομένην ἐνίσχυσιν τῶν συμμοριτῶν τοῦ Μάρκου. Ἡ γαλλικὴ κυβέρνησις δὲν ἔχει εἰσέτι ἀπαντήσει εἰς τὴν σχετικὴν πρότασιν, ἀλλὰ ἀναμένεται ὅτι θὰ συνταχθῇ μὲ τὰς ἀπόψεις τῶν συμμάχων της. Εἰς τὸ διάβημα θὰ τονίζεται ὅτι ἡ συνέχισις τῆς βοηθείας πρὸς τοὺς ἀντάρτας ἀποτελεῖ ἀπειλὴν κατὰ τῆς εἰρήνης εἰς τὰ Βαλκάνια καὶ ὅτι ἡ Ἐπιτροπὴ τοῦ ΟΗΕ διεπίστωσεν τὴν ἐνίσχυσιν. Εἰς τὸ Φόρεϊν Ὄφφις παρατηροῦν ὅτι τὸ ζήτημα θὰ τεθῇ καὶ ἐνώπιον τῆς προσεχοῦς Συνελεύσεως. bbox=[474, 251, 823, 512]
loan-cell: 15.000 bbox=[254, 1488, 314, 1506]
article-body: Μετὰ τὰ γεγονότα τοῦ ἀνατολικοῦ τομέως ἀναμένεται ἡ διακοπὴ τῶν τηλεφωνικῶν ἐπικοινωνιῶν μεταξὺ τῶν τομέων κατοχῆς. Αἱ ρωσικαὶ ἀρχαὶ ἀπεφάσισαν τὴν λῆψιν μέτρων ἐλέγχου ἐπὶ τῶν κεντρικῶν γραμμῶν, ἐνῷ οἱ δυτικοὶ ἀναζητοῦν ἐναλλακτικὰ μέσα συνδέσεως. bbox=[274, 785, 455, 901]
article-body: Αἱ ἐπιχειρήσεις τοῦ στρατοῦ εἰς τὴν περιοχὴν τοῦ Καϊμακτσαλὰν συνεχίζονται μὲ ἀμείωτον ἔντασιν. Αἱ συμμορίαι προβάλλουν λυσσώδη ἀντίστασιν, ἀλλὰ αἱ δυνάμεις μας προελαύνουν σταθερῶς καταλαμβάνουσαι ὑψώματα. bbox=[1202, 1315, 1351, 1430]
subhead: ΔΗΛΩΣΕΙΣ ΤΟΥ κ. ΣΟΦΟΥΛΗ bbox=[862, 887, 977, 914]
market-closing: Κλείσιμον τοῦ Σαββάτου 28 Αὐγούστου 1948 bbox=[223, 1454, 431, 1465]
loan-cell: 17.000 bbox=[254, 1560, 314, 1578]
article-body: Κατὰ τὰς διενεργουμένας ἐλέγχους ἀπεκαλύφθη ὀργανωμένον κύκλωμα λαθρεμπορίου χρυσῶν λιρῶν μεταξὺ Πειραιῶς καὶ Ἀλεξανδρείας. Αἱ ἀρχαὶ προέβησαν εἰς συλλήψεις. bbox=[274, 1297, 456, 1373]
subhead: Η ΣΥΝΕΛΕΥΣΙΣ ΤΗΣ Ο.Η.Ε. bbox=[87, 1155, 257, 1169]
subhead: ΤΑ ΝΟΜΙΚΑ ΠΡΟΣΟΝΤΑ bbox=[482, 887, 634, 901]
share-cell: Τσιμ. bbox=[315, 1558, 403, 1571]
loan-cell: 1.535.000 bbox=[254, 1577, 314, 1595]
gold-sovereign-title: Η ΧΡΥΣΗ ΛΙΡΑ bbox=[316, 1858, 411, 1872]
share-cell: 27.000 bbox=[402, 1597, 454, 1610]
article-body: Ὁ Ἀμερικανὸς στρατιωτικὸς κυβερνήτης ἀπηύθυνε διαμαρτυρίαν πρὸς τὰς σοβιετικὰς ἀρχὰς διὰ τὴν σύλληψιν ἀμερικανῶν ἀξιωματικῶν εἰς τὸν ρωσικὸν τομέα. Τὸ ἐπεισόδιον ἐσημειώθη κατὰ τὴν διάρκειαν τῶν ταραχῶν, ὅταν ρωσικὰ ἀποσπάσματα ἐπενέβησαν. Οἱ ἀνταποκριταὶ ἀναφέρουν ὅτι ἡ ἔντασις μεταξὺ τῶν δυνάμεων κατοχῆς αὐξάνει καθ' ἑκάστην. bbox=[82, 481, 262, 635]
loans-table bbox=[200, 1468, 314, 1649]
share-cell: 56.000 bbox=[402, 1558, 454, 1571]
loan-row bbox=[200, 1577, 314, 1595]
share-row bbox=[315, 1506, 454, 1519]
share-cell: 33.000 bbox=[402, 1623, 454, 1636]
economy-body: Τὸ χρηματιστήριον σημειώνει σταθερότητα εἰς τὰς τιμὰς τῶν ὁμολογιῶν, ἐνῷ αἱ βιομηχανικαὶ ἀξίαι παρουσιάζουν ἐλαφρὰν ἄνοδον. Ἡ κίνησις ὑπῆρξε περιωρισμένη. bbox=[82, 1707, 192, 1835]
article-body: Ὁ Ἀμερικανὸς στρατιωτικὸς κυβερνήτης ἀπηύθυνε διαμαρτυρίαν πρὸς τὰς σοβιετικὰς ἀρχὰς διὰ τὴν σύλληψιν ἀμερικανῶν ἀξιωματικῶν εἰς τὸν ρωσικὸν τομέα. Τὸ ἐπεισόδιον ἐσημειώθη κατὰ τὴν διάρκειαν τῶν ταραχῶν, ὅταν ρωσικὰ ἀποσπάσματα ἐπενέβησαν. Οἱ ἀνταποκριταὶ ἀναφέρουν ὅτι ἡ ἔντασις μεταξὺ τῶν δυνάμεων κατοχῆς αὐξάνει καθ' ἑκάστην. bbox=[274, 561, 455, 715]
share-row bbox=[315, 1610, 454, 1623]
subhead: ΑΙ ΕΠΙΧΕΙΡΗΣΕΙΣ ΕΙΣ ΤΟ ΖΟΙΑ bbox=[1369, 1331, 1503, 1357]
headline-venizelos: Ο Κ. ΣΟΦ. ΒΕΝΙΖΕΛΟΣ ΘΑ ΜΕΤΑΣΧΗ ΠΙΘΑΝΩΣ ΤΗΣ ΑΝΤΙΠΡΟΣΩΠΕΙΑΣ ΔΙΑ ΤΗΝ ΣΥΝΕΛΕΥΣΙΝ ΤΗΣ Ο.Η.Ε. bbox=[104, 925, 433, 1024]
loan-cell: 1881 bbox=[200, 1488, 254, 1506]
share-cell: Ἡλεκτρ. bbox=[315, 1584, 403, 1597]
headline-telephone: ΘΑ ΔΙΑΚΟΠΟΥΝ ΑΙ ΤΗΛΕΦΩΝΙΚΑΙ ΕΠΙΚΟΙΝΩΝΙΑΙ ΤΟΥ ΒΕΡΟΛΙΝΟΥ bbox=[94, 733, 443, 777]
economy-body: Τὸ χρηματιστήριον σημειώνει σταθερότητα εἰς τὰς τιμὰς τῶν ὁμολογιῶν, ἐνῷ αἱ βιομηχανικαὶ ἀξίαι παρουσιάζουν ἐλαφρὰν ἄνοδον. Ἡ κίνησις ὑπῆρξε περιωρισμένη. bbox=[82, 1571, 192, 1700]
market-title: ΤΟ ΧΡΗΜΑΤΙΣΤΗΡΙΟΝ bbox=[232, 1434, 422, 1453]
headline-death-penalty: ΕΠΕΒΛΗΘΗ Η ΠΟΙΝΗ ΤΟΥ ΘΑΝΑΤΟΥ ΕΙΣ ΔΩΔΕΚΑ «ΕΠΑΓΡΥΠΝΗΤΑΣ» bbox=[1236, 755, 1476, 814]
column-rule bbox=[464, 124, 465, 2263]
share-cell: 23.000 bbox=[402, 1545, 454, 1558]
dateline: ΝΕΑ ΥΟΡΚΗ, 28. (Τοῦ ἀνταποκριτοῦ μας) bbox=[1202, 273, 1326, 296]
shares-table bbox=[314, 1468, 454, 1649]
dateline: ΛΟΝΔΙΝΟΝ, 28 Αὐγούστου (ΤΟΥ ΑΝΤΑΠΟΚΡΙΤΟΥ ΜΑΣ) bbox=[835, 418, 996, 441]
share-cell: 18.000 bbox=[402, 1493, 454, 1506]
article-body: Ὁ ὑπουργὸς τῶν Ἐξωτερικῶν κ. Τσαλδάρης συνεργάζεται μετὰ τῶν ἀρχηγῶν τῶν κομμάτων διὰ τὴν σύνθεσιν τῆς ἀντιπροσωπείας ἡ ὁποία θὰ μεταβῇ εἰς Παρισίους διὰ τὴν Γενικὴν Συνέλευσιν τοῦ ΟΗΕ. Πιθανολογεῖται ὅτι θὰ συμμετάσχῃ καὶ ὁ κ. Σοφ. Βενιζέλος. bbox=[82, 1033, 455, 1367]
article-body: Ἡ ἐκτελεστικὴ ἐπιτροπὴ τῆς ΑΔΕΔΥ ἐξέδωσεν ἀνακοίνωσιν διὰ τῆς ὁποίας καλεῖ τοὺς δημοσίους ὑπαλλήλους νὰ ἀπέχουν τῶν καθηκόντων των ἀπὸ τῆς προσεχοῦς Δευτέρας, ἐφ' ὅσον ἡ κυβέρνησις δὲν ἱκανοποιήσῃ τὰ αἰτήματά των. Τὰ αἰτήματα ἀφοροῦν τὴν ἀναπροσαρμογὴν τῶν μισθῶν καὶ τὴν καταβολὴν τῶν ἐπιδομάτων. Ὁ πρωθυπουργὸς κ. Σοφούλης ἐδήλωσεν ὅτι ἡ κυβέρνησις κατανοεῖ τὴν δυσχερῆ θέσιν τῶν ὑπαλλήλων, ἀλλὰ ἡ οἰκονομικὴ κατάστασις δὲν ἐπιτρέπει αὐξήσεις. Ἡ Γ.Σ.Ε.Ε. ἐξέφρασε τὴν ἀλληλεγγύην της. bbox=[835, 635, 1003, 881]
share-row bbox=[315, 1571, 454, 1584]
share-cell: 12.500 bbox=[402, 1532, 454, 1545]
loan-cell: 14.000 bbox=[254, 1524, 314, 1542]
exchange-title: ΑΠΟΔΕΙΚΤΙΚΑ ΣΥΝΑΛΛΑΓΜΑΤΟΣ bbox=[115, 1858, 231, 1885]
article-body: Μετὰ τὰ γεγονότα τοῦ ἀνατολικοῦ τομέως ἀναμένεται ἡ διακοπὴ τῶν τηλεφωνικῶν ἐπικοινωνιῶν μεταξὺ τῶν τομέων κατοχῆς. Αἱ ρωσικαὶ ἀρχαὶ ἀπεφάσισαν τὴν λῆψιν μέτρων ἐλέγχου ἐπὶ τῶν κεντρικῶν γραμμῶν, ἐνῷ οἱ δυτικοὶ ἀναζητοῦν ἐναλλακτικὰ μέσα συνδέσεως. bbox=[82, 785, 262, 901]
